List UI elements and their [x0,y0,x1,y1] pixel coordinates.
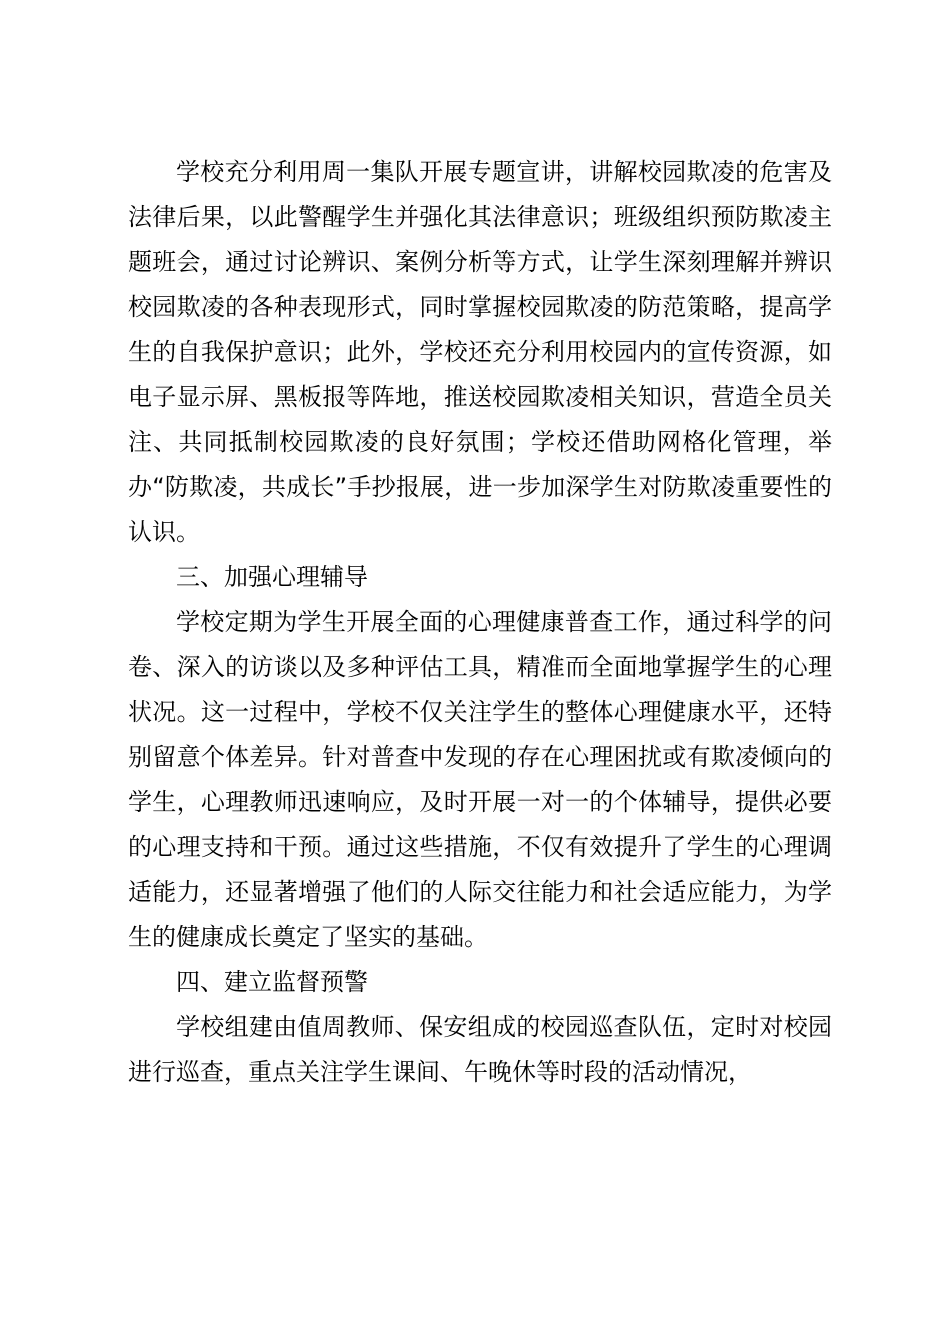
document-body [128,150,832,1095]
paragraph-supervision-warning: 学校组建由值周教师、保安组成的校园巡查队伍，定时对校园进行巡查，重点关注学生课间、午晚休等时段的活动情况， [128,1013,832,1086]
paragraph-anti-bullying-education: 学校充分利用周一集队开展专题宣讲，讲解校园欺凌的危害及法律后果，以此警醒学生并强化其法律意识；班级组织预防欺凌主题班会，通过讨论辨识、案例分析等方式，让学生深刻理解并辨识校园欺凌的各种表现形式，同时掌握校园欺凌的防范策略，提高学生的自我保护意识；此外，学校还充分利用校园内的宣传资源，如电子显示屏、黑板报等阵地，推送校园欺凌相关知识，营造全员关注、共同抵制校园欺凌的良好氛围；学校还借助网格化管理，举办“防欺凌，共成长”手抄报展，进一步加深学生对防欺凌重要性的认识。 [128,158,832,546]
section-heading-supervision-warning: 四、建立监督预警 [176,968,368,996]
section-heading-psychological-counseling: 三、加强心理辅导 [176,563,368,591]
paragraph-psychological-counseling: 学校定期为学生开展全面的心理健康普查工作，通过科学的问卷、深入的访谈以及多种评估工具，精准而全面地掌握学生的心理状况。这一过程中，学校不仅关注学生的整体心理健康水平，还特别留意个体差异。针对普查中发现的存在心理困扰或有欺凌倾向的学生，心理教师迅速响应，及时开展一对一的个体辅导，提供必要的心理支持和干预。通过这些措施，不仅有效提升了学生的心理调适能力，还显著增强了他们的人际交往能力和社会适应能力，为学生的健康成长奠定了坚实的基础。 [128,608,832,951]
